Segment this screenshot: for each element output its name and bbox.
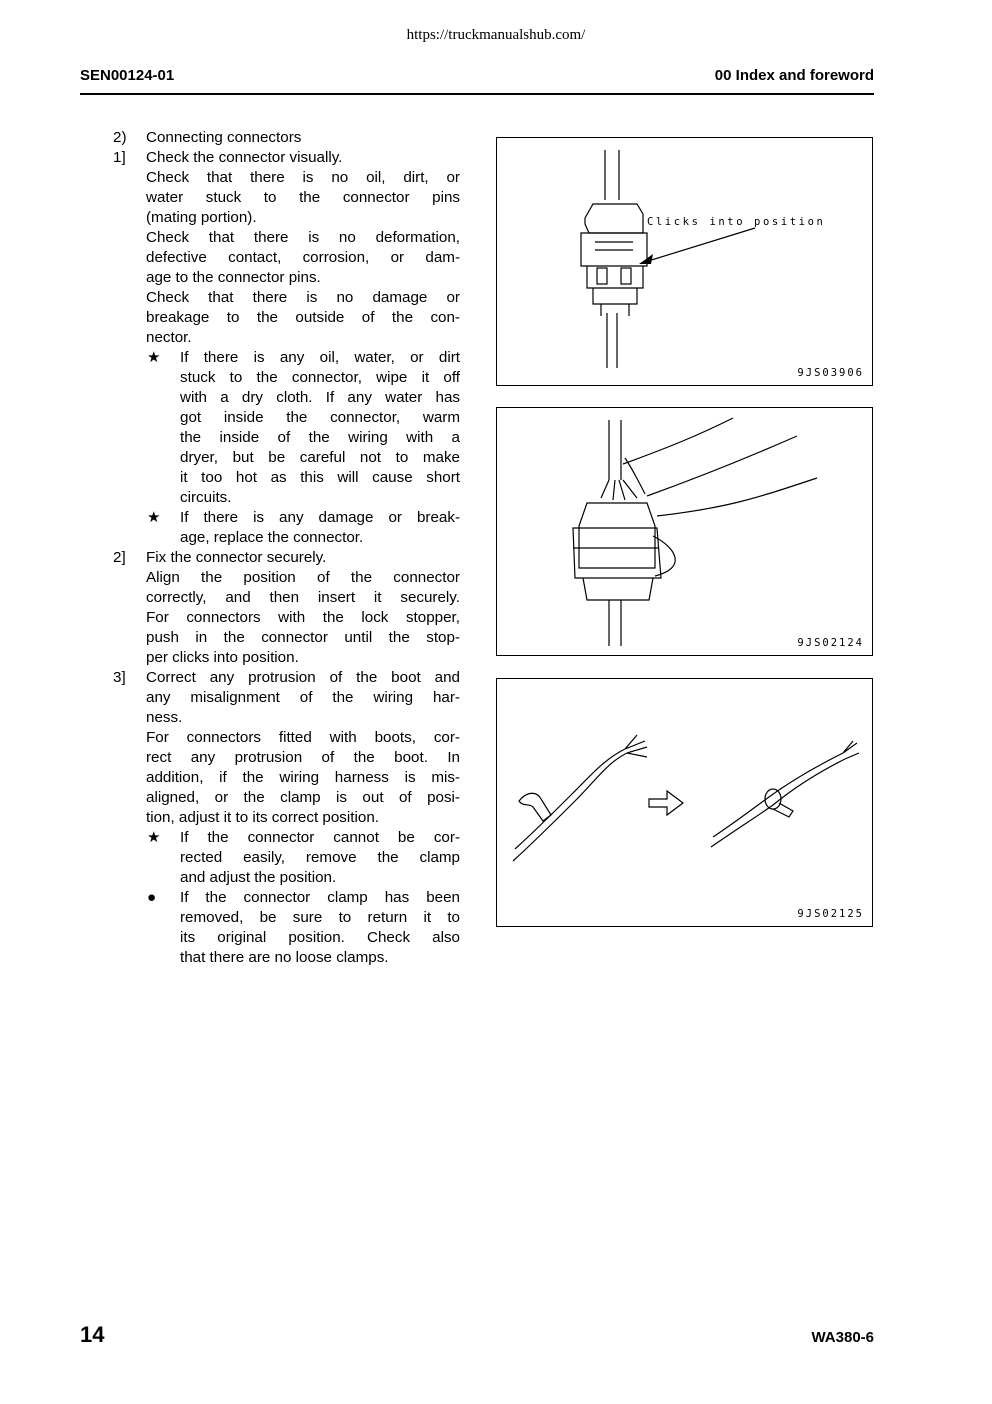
text-line: circuits.: [180, 489, 232, 506]
text-line: got inside the connector, warm: [180, 409, 460, 426]
text-line: Align the position of the connector: [146, 569, 460, 586]
text-line: For connectors with the lock stopper,: [146, 609, 460, 626]
step-paragraph: [146, 568, 460, 668]
text-line: aligned, or the clamp is out of posi-: [146, 789, 460, 806]
text-line: tion, adjust it to its correct position.: [146, 809, 379, 826]
step-heading: [113, 148, 460, 168]
text-line: Correct any protrusion of the boot and: [146, 669, 460, 686]
text-line: rect any protrusion of the boot. In: [146, 749, 460, 766]
text-line: any misalignment of the wiring har-: [146, 689, 460, 706]
step-paragraph: [146, 168, 460, 228]
text-line: and adjust the position.: [180, 869, 337, 886]
text-line: it too hot as this will cause short: [180, 469, 460, 486]
step-heading: [113, 548, 460, 568]
figure-connector-click: [496, 137, 873, 386]
text-line: Check that there is no deformation,: [146, 229, 460, 246]
step-3: [80, 668, 460, 968]
text-line: addition, if the wiring harness is mis-: [146, 769, 460, 786]
text-line: its original position. Check also: [180, 929, 460, 946]
text-line: with a dry cloth. If any water has: [180, 389, 460, 406]
text-line: nector.: [146, 329, 192, 346]
step-1: [80, 148, 460, 548]
text-line: If the connector clamp has been: [180, 889, 460, 906]
text-line: that there are no loose clamps.: [180, 949, 389, 966]
source-url[interactable]: https://truckmanualshub.com/: [406, 27, 586, 43]
figure-hand-connector: [496, 407, 873, 656]
model-name: WA380-6: [811, 1329, 874, 1346]
text-line: age to the connector pins.: [146, 269, 321, 286]
step-title: [146, 668, 460, 728]
text-line: Check the connector visually.: [146, 149, 343, 166]
text-line: push in the connector until the stop-: [146, 629, 460, 646]
step-number: 3]: [113, 669, 126, 686]
figure-code: 9JS02124: [797, 637, 864, 649]
item-number: 2): [113, 129, 127, 146]
text-line: rected easily, remove the clamp: [180, 849, 460, 866]
text-line: per clicks into position.: [146, 649, 299, 666]
body-text-column: [80, 128, 460, 968]
step-2: [80, 548, 460, 668]
text-line: Fix the connector securely.: [146, 549, 327, 566]
text-line: the inside of the wiring with a: [180, 429, 460, 446]
figure-clamp-position: [496, 678, 873, 927]
text-line: dryer, but be careful not to make: [180, 449, 460, 466]
text-line: If the connector cannot be cor-: [180, 829, 460, 846]
steps-list: [80, 148, 460, 968]
text-line: removed, be sure to return it to: [180, 909, 460, 926]
step-number: 2]: [113, 549, 126, 566]
section-title: 00 Index and foreword: [714, 67, 874, 84]
text-line: correctly, and then insert it securely.: [146, 589, 460, 606]
note-star: [146, 508, 460, 548]
text-line: If there is any oil, water, or dirt: [180, 349, 460, 366]
step-paragraph: [146, 228, 460, 288]
step-title: [146, 148, 460, 168]
text-line: Check that there is no damage or: [146, 289, 460, 306]
header-rule: [80, 93, 874, 95]
step-paragraph: [146, 728, 460, 828]
note-star: [146, 828, 460, 888]
callout-clicks-into-position: Clicks into position: [647, 216, 826, 228]
note-star: [146, 348, 460, 508]
text-line: breakage to the outside of the con-: [146, 309, 460, 326]
note-bullet: [146, 888, 460, 968]
text-line: water stuck to the connector pins: [146, 189, 460, 206]
hand-connector-illustration: [497, 408, 874, 657]
page-number: 14: [80, 1322, 105, 1347]
item-title: Connecting connectors: [146, 129, 302, 146]
document-code: SEN00124-01: [80, 67, 175, 84]
clamp-position-illustration: [497, 679, 874, 928]
text-line: If there is any damage or break-: [180, 509, 460, 526]
step-paragraph: [146, 288, 460, 348]
note-text: [180, 348, 460, 508]
star-icon: ★: [147, 829, 161, 846]
text-line: Check that there is no oil, dirt, or: [146, 169, 460, 186]
step-title: [146, 548, 460, 568]
note-text: [180, 888, 460, 968]
text-line: (mating portion).: [146, 209, 257, 226]
text-line: ness.: [146, 709, 183, 726]
item-heading: [80, 128, 460, 148]
connector-click-illustration: [497, 138, 874, 387]
bullet-icon: ●: [147, 889, 157, 906]
text-line: age, replace the connector.: [180, 529, 364, 546]
star-icon: ★: [147, 509, 161, 526]
star-icon: ★: [147, 349, 161, 366]
text-line: defective contact, corrosion, or dam-: [146, 249, 460, 266]
step-number: 1]: [113, 149, 126, 166]
figure-code: 9JS02125: [797, 908, 864, 920]
figure-code: 9JS03906: [797, 367, 864, 379]
note-text: [180, 828, 460, 888]
note-text: [180, 508, 460, 548]
text-line: stuck to the connector, wipe it off: [180, 369, 460, 386]
text-line: For connectors fitted with boots, cor-: [146, 729, 460, 746]
step-heading: [113, 668, 460, 728]
